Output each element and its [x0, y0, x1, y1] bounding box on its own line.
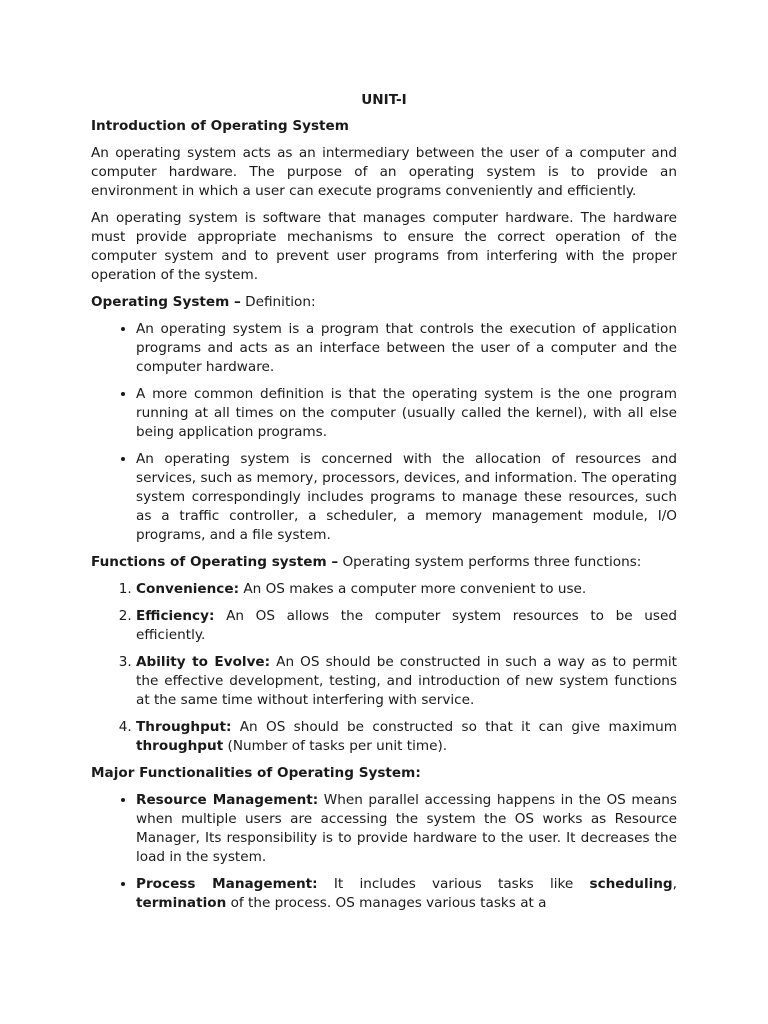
- definition-list: [91, 320, 677, 545]
- list-item: [136, 607, 677, 645]
- function-term: Throughput:: [136, 719, 232, 735]
- intro-heading: Introduction of Operating System: [91, 118, 349, 134]
- list-item: • An operating system is a program that controls the execution of application programs and acts as an interface between the user of a computer and the computer hardware.: [136, 320, 677, 377]
- major-text: of the process. OS manages various tasks at a: [226, 895, 547, 911]
- list-item: [136, 718, 677, 756]
- list-item: [136, 653, 677, 710]
- major-list: [91, 791, 677, 913]
- definition-heading: [91, 293, 677, 312]
- functions-heading-bold: Functions of Operating system –: [91, 554, 339, 570]
- major-bold-word: termination: [136, 895, 227, 911]
- definition-heading-rest: Definition:: [240, 294, 316, 310]
- function-term: Convenience:: [136, 581, 240, 597]
- function-text: An OS allows the computer system resources to be used efficiently.: [136, 608, 677, 643]
- major-heading: Major Functionalities of Operating System:: [91, 765, 421, 781]
- major-term: Resource Management:: [136, 792, 319, 808]
- list-item: • A more common definition is that the operating system is the one program running at all times on the computer (usually called the kernel), with all else being application programs.: [136, 385, 677, 442]
- major-bold-word: scheduling: [589, 876, 673, 892]
- function-term: Efficiency:: [136, 608, 215, 624]
- page-title: UNIT-I: [361, 92, 407, 108]
- major-text: ,: [672, 876, 677, 892]
- functions-heading: [91, 553, 677, 572]
- major-term: Process Management:: [136, 876, 318, 892]
- function-text: An OS should be constructed so that it can give maximum: [231, 719, 677, 735]
- definition-heading-bold: Operating System –: [91, 294, 241, 310]
- functions-list: [91, 580, 677, 756]
- major-text: It includes various tasks like: [317, 876, 590, 892]
- list-item: • An operating system is concerned with the allocation of resources and services, such as memory, processors, devices, and information. The operating system correspondingly includes programs to manage these resources, such as a traffic controller, a scheduler, a memory management module, I/O programs, and a file system.: [136, 450, 677, 545]
- function-text: (Number of tasks per unit time).: [223, 738, 448, 754]
- function-bold-word: throughput: [136, 738, 224, 754]
- list-item: [136, 875, 677, 913]
- intro-paragraph-1: An operating system acts as an intermediary between the user of a computer and computer hardware. The purpose of an operating system is to provide an environment in which a user can execute programs conveniently and efficiently.: [91, 145, 677, 199]
- function-term: Ability to Evolve:: [136, 654, 271, 670]
- functions-heading-rest: Operating system performs three functions:: [338, 554, 642, 570]
- list-item: [136, 580, 677, 599]
- intro-paragraph-2: An operating system is software that manages computer hardware. The hardware must provide appropriate mechanisms to ensure the correct operation of the computer system and to prevent user programs from interfering with the proper operation of the system.: [91, 210, 677, 283]
- function-text: An OS makes a computer more convenient to use.: [239, 581, 587, 597]
- document-page: [91, 91, 677, 921]
- major-text: When parallel accessing happens in the OS means when multiple users are accessing the system the OS works as Resource Manager, Its responsibility is to provide hardware to the user. It decreases the load in the system.: [136, 792, 677, 865]
- function-text: An OS should be constructed in such a way as to permit the effective development, testing, and introduction of new system functions at the same time without interfering with service.: [136, 654, 677, 708]
- list-item: [136, 791, 677, 867]
